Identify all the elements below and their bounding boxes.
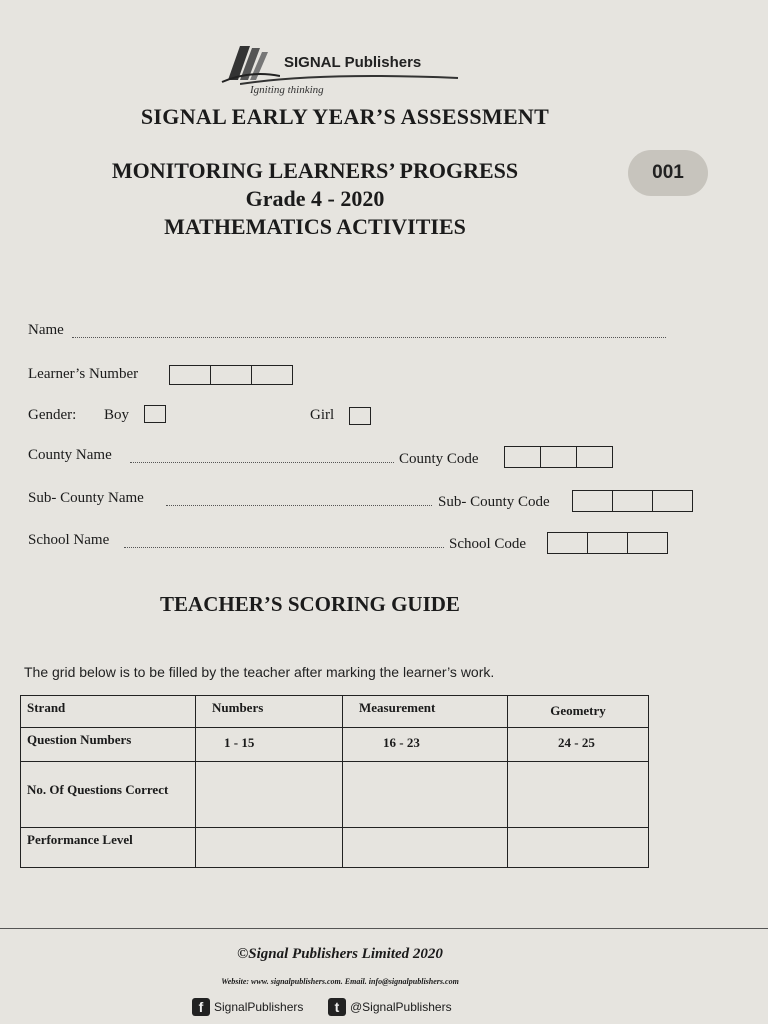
monitoring-title: MONITORING LEARNERS’ PROGRESS [111, 158, 519, 183]
question-range: 16 - 23 [343, 728, 508, 762]
girl-checkbox[interactable] [349, 407, 371, 425]
facebook-icon: f [192, 998, 210, 1016]
name-label: Name [28, 322, 64, 338]
score-cell[interactable] [343, 762, 508, 828]
county-code-boxes[interactable] [505, 446, 613, 468]
twitter-label: @SignalPublishers [350, 1000, 452, 1014]
score-cell[interactable] [196, 762, 343, 828]
school-code-boxes[interactable] [548, 532, 668, 554]
county-code-label: County Code [399, 451, 479, 467]
sub-county-name-field[interactable] [166, 505, 432, 506]
row-label: No. Of Questions Correct [21, 762, 196, 828]
paper-number-badge: 001 [628, 150, 708, 196]
publisher-tagline: Igniting thinking [250, 84, 324, 96]
strand-header: Geometry [508, 696, 649, 728]
school-name-field[interactable] [124, 547, 444, 548]
learner-number-label: Learner’s Number [28, 366, 139, 382]
score-cell[interactable] [508, 762, 649, 828]
table-row [21, 828, 649, 868]
row-label: Strand [21, 696, 196, 728]
publisher-name: SIGNAL Publishers [284, 54, 422, 71]
name-field[interactable] [72, 337, 666, 338]
question-range: 24 - 25 [508, 728, 649, 762]
strand-header: Measurement [343, 696, 508, 728]
boy-checkbox[interactable] [144, 405, 166, 423]
county-name-label: County Name [28, 447, 112, 463]
school-code-label: School Code [449, 536, 527, 552]
copyright-text: ©Signal Publishers Limited 2020 [237, 946, 443, 962]
row-label: Question Numbers [21, 728, 196, 762]
score-cell[interactable] [343, 828, 508, 868]
row-label: Performance Level [21, 828, 196, 868]
question-range: 1 - 15 [196, 728, 343, 762]
table-row [21, 762, 649, 828]
school-name-label: School Name [28, 532, 110, 548]
scoring-guide-title: TEACHER’S SCORING GUIDE [160, 592, 460, 616]
tumblr-icon: t [328, 998, 346, 1016]
scoring-grid [20, 695, 649, 868]
table-row [21, 696, 649, 728]
subject-title: MATHEMATICS ACTIVITIES [164, 214, 466, 239]
facebook-label: SignalPublishers [214, 1000, 304, 1014]
sub-county-code-label: Sub- County Code [438, 494, 550, 510]
footer-divider [0, 928, 768, 929]
score-cell[interactable] [196, 828, 343, 868]
learner-number-boxes[interactable] [170, 365, 293, 385]
twitter-handle[interactable] [328, 998, 452, 1016]
scoring-guide-intro: The grid below is to be filled by the teacher after marking the learner’s work. [24, 664, 495, 680]
sub-county-code-boxes[interactable] [573, 490, 693, 512]
website-text: Website: www. signalpublishers.com. Email. info@signalpublishers.com [221, 977, 459, 986]
county-name-field[interactable] [130, 462, 394, 463]
strand-header: Numbers [196, 696, 343, 728]
sub-county-name-label: Sub- County Name [28, 490, 144, 506]
facebook-handle[interactable] [192, 998, 303, 1016]
boy-label: Boy [104, 407, 130, 423]
gender-label: Gender: [28, 407, 77, 423]
assessment-title: SIGNAL EARLY YEAR’S ASSESSMENT [140, 104, 550, 129]
grade-title: Grade 4 - 2020 [245, 186, 385, 211]
table-row [21, 728, 649, 762]
score-cell[interactable] [508, 828, 649, 868]
girl-label: Girl [310, 407, 335, 423]
